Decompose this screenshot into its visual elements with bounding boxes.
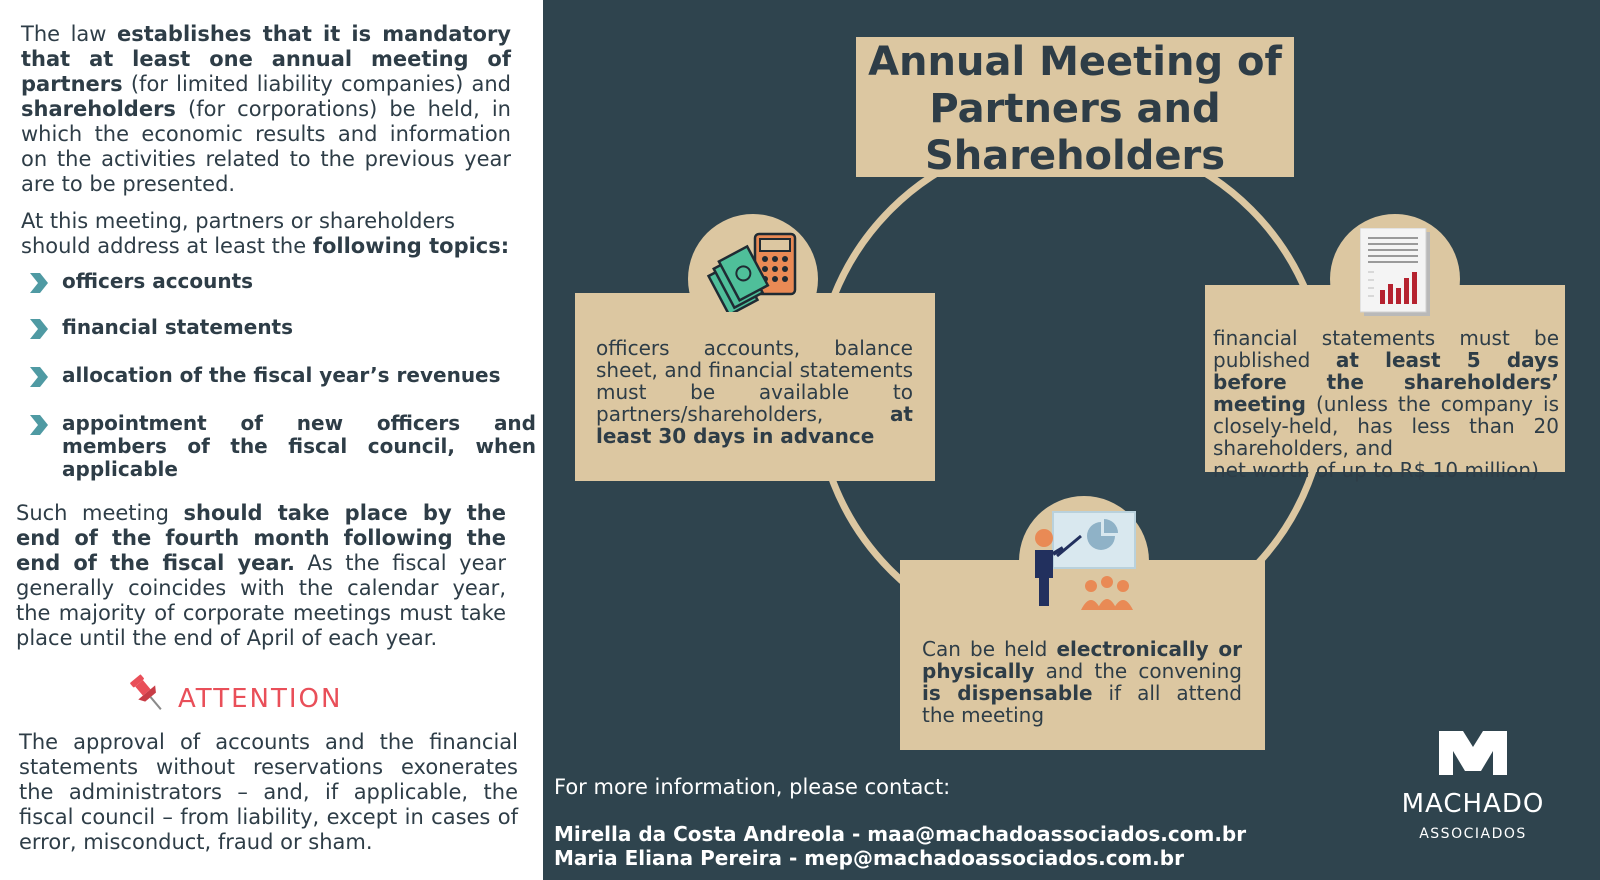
format-text-3: if all attend the meeting bbox=[922, 681, 1242, 727]
contact-mirella[interactable]: Mirella da Costa Andreola - maa@machadoassociados.com.br bbox=[554, 822, 1247, 846]
topic-label: officers accounts bbox=[62, 269, 254, 293]
intro-bold-2: shareholders bbox=[21, 97, 176, 121]
intro-paragraph bbox=[21, 22, 511, 197]
attention-paragraph: The approval of accounts and the financial statements without reservations exonerates the administrators – and, if applicable, the fiscal council – from liability, except in cases of error, misconduct, fraud or sham. bbox=[19, 730, 518, 854]
topic-label: appointment of new officers and members of the fiscal council, when applicable bbox=[62, 411, 536, 481]
format-bold-2: is dispensable bbox=[922, 681, 1093, 705]
machado-logo-mark-icon bbox=[1433, 727, 1513, 779]
left-panel bbox=[0, 0, 543, 880]
title-box bbox=[856, 37, 1294, 177]
right-panel bbox=[543, 0, 1600, 880]
publication-text bbox=[1213, 327, 1559, 481]
chevron-right-icon bbox=[28, 316, 50, 342]
attention-label: ATTENTION bbox=[178, 684, 343, 714]
intro-text-1: The law bbox=[21, 22, 117, 46]
topics-intro-bold: following topics: bbox=[312, 234, 510, 258]
presentation-icon bbox=[1023, 506, 1143, 621]
format-text-1: Can be held bbox=[922, 637, 1057, 661]
contact-intro: For more information, please contact: bbox=[554, 775, 951, 799]
accounts-bold: at least 30 days in advance bbox=[596, 402, 913, 448]
page-title: Annual Meeting of Partners and Shareholders bbox=[868, 39, 1282, 179]
publication-bold: at least 5 days before the shareholders’ meeting bbox=[1213, 348, 1559, 416]
logo-subtitle: ASSOCIADOS bbox=[1419, 826, 1527, 842]
topic-label: financial statements bbox=[62, 315, 294, 339]
intro-bold-1: establishes that it is mandatory that at least one annual meeting of partners bbox=[21, 22, 511, 96]
chevron-right-icon bbox=[28, 364, 50, 390]
deadline-paragraph bbox=[16, 501, 506, 651]
money-calculator-icon bbox=[705, 232, 805, 312]
topic-label: allocation of the fiscal year’s revenues bbox=[62, 363, 501, 387]
meeting-format-text bbox=[922, 638, 1242, 726]
chevron-right-icon bbox=[28, 412, 50, 438]
format-bold-1: electronically or physically bbox=[922, 637, 1243, 683]
intro-text-2: (for limited liability companies) and bbox=[122, 72, 511, 96]
info-box-accounts bbox=[575, 293, 935, 481]
publication-text-2: (unless the company is closely-held, has less than 20 shareholders, and bbox=[1213, 392, 1559, 460]
chevron-right-icon bbox=[28, 270, 50, 296]
publication-text-1: financial statements must be published bbox=[1213, 326, 1559, 372]
intro-text-3: (for corporations) be held, in which the economic results and information on the activities related to the previous year are to be presented. bbox=[21, 97, 511, 196]
topics-intro-paragraph bbox=[21, 209, 511, 259]
deadline-text-1: Such meeting bbox=[16, 501, 184, 525]
deadline-text-2: As the fiscal year generally coincides with the calendar year, the majority of corporate meetings must take place until the end of April of each year. bbox=[16, 551, 506, 650]
accounts-text bbox=[596, 337, 913, 447]
topics-intro-text: At this meeting, partners or shareholders should address at least the bbox=[21, 209, 455, 258]
publication-text-3: net worth of up to R$ 10 million) bbox=[1213, 458, 1539, 482]
accounts-text-1: officers accounts, balance sheet, and financial statements must be available to partners/shareholders, bbox=[596, 336, 913, 426]
deadline-bold: should take place by the end of the fourth month following the end of the fiscal year. bbox=[16, 501, 506, 575]
machado-logo bbox=[1393, 727, 1553, 857]
financial-report-icon bbox=[1360, 228, 1434, 320]
pushpin-icon bbox=[130, 672, 166, 716]
logo-name: MACHADO bbox=[1401, 789, 1545, 819]
format-text-2: and the convening bbox=[1034, 659, 1242, 683]
contact-maria[interactable]: Maria Eliana Pereira - mep@machadoassociados.com.br bbox=[554, 846, 1184, 870]
